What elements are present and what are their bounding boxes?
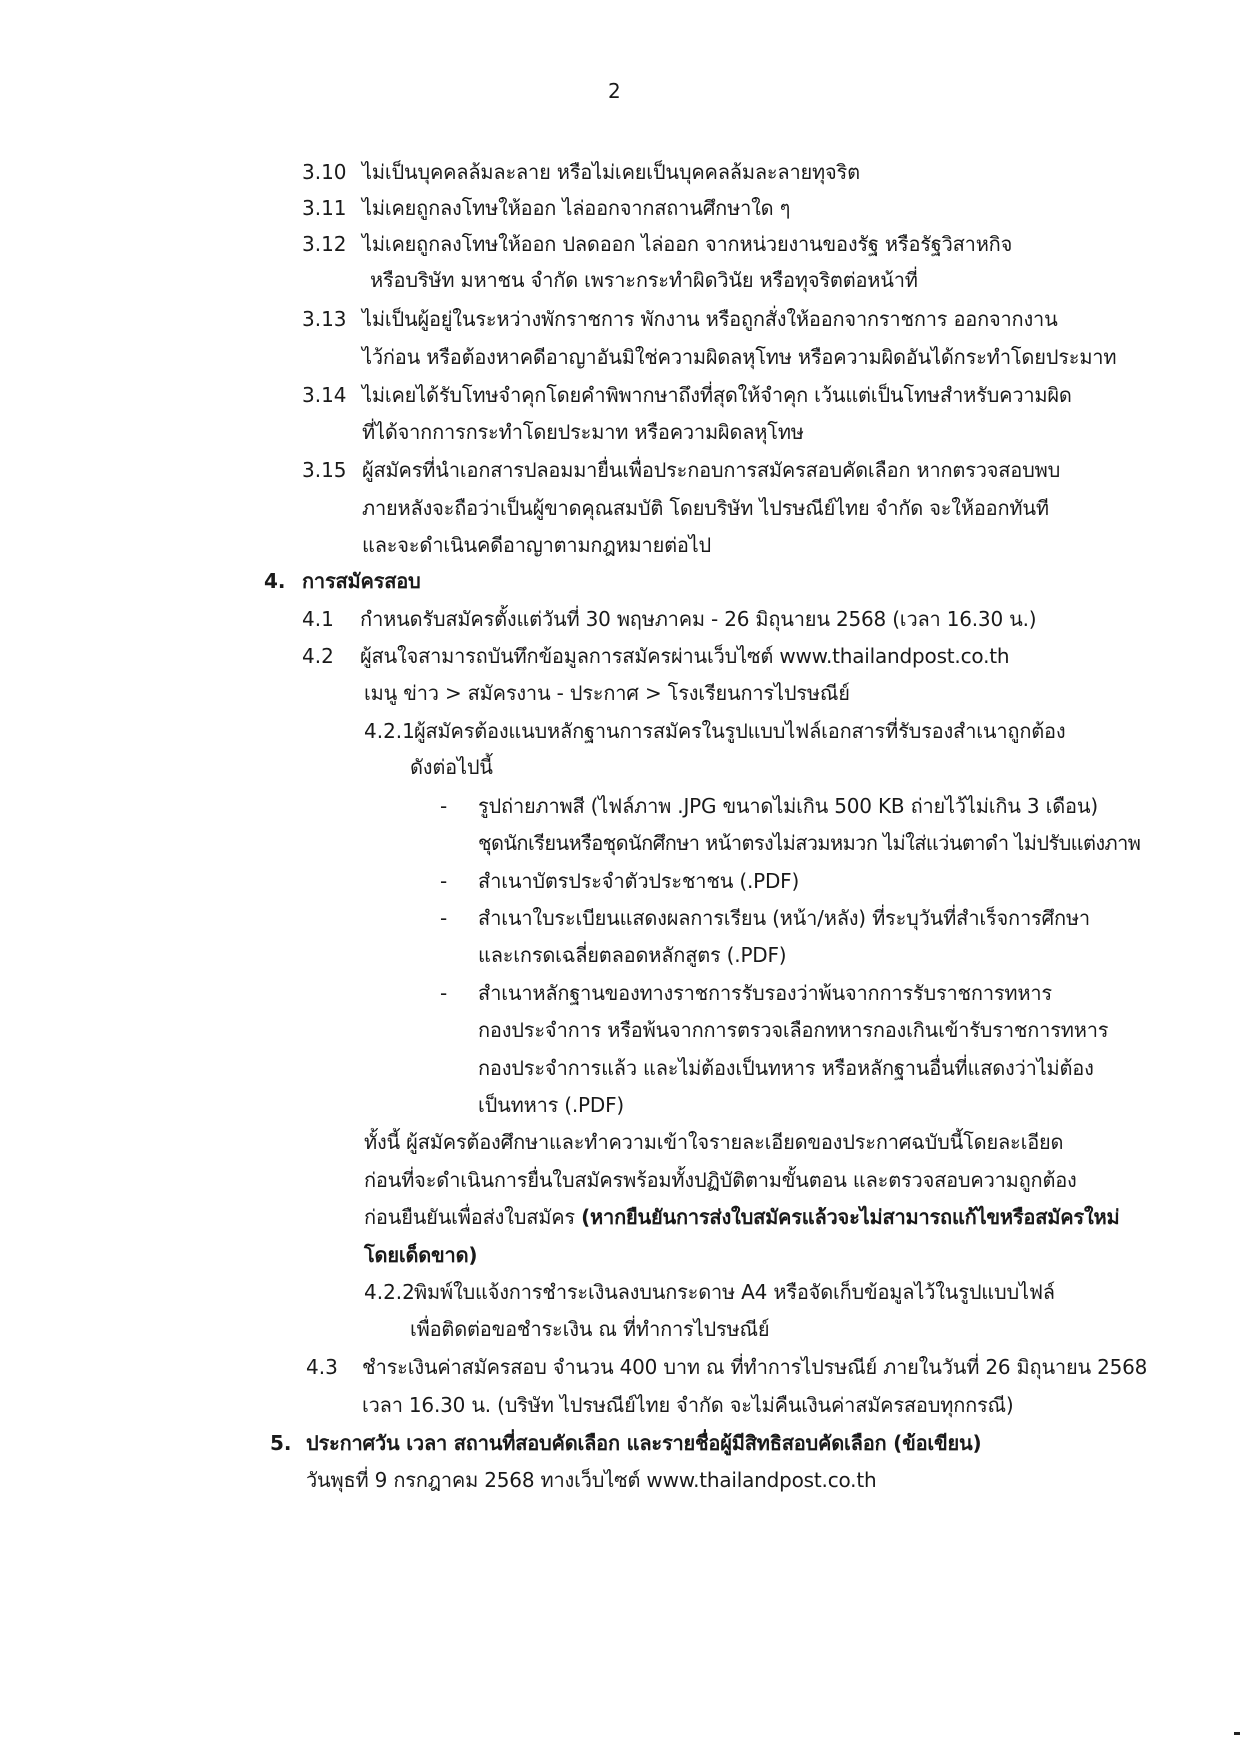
- bullet-text: เป็นทหาร (.PDF): [478, 1093, 625, 1117]
- note-text-line3: [364, 1202, 1119, 1232]
- item-text: หรือบริษัท มหาชน จำกัด เพราะกระทำผิดวินัย หรือทุจริตต่อหน้าที่: [370, 268, 918, 292]
- item-text: ผู้สมัครต้องแนบหลักฐานการสมัครในรูปแบบไฟล์เอกสารที่รับรองสำเนาถูกต้อง: [414, 719, 1066, 743]
- note-warning: โดยเด็ดขาด): [364, 1243, 478, 1267]
- item-text: เพื่อติดต่อขอชำระเงิน ณ ที่ทำการไปรษณีย์: [410, 1317, 770, 1341]
- item-number: 4.1: [302, 607, 334, 631]
- bullet-text: สำเนาหลักฐานของทางราชการรับรองว่าพ้นจากการรับราชการทหาร: [478, 981, 1052, 1005]
- bullet-dash: -: [440, 981, 448, 1005]
- item-number: 3.15: [302, 458, 347, 482]
- section-text: วันพุธที่ 9 กรกฎาคม 2568 ทางเว็บไซต์ www.thailandpost.co.th: [306, 1468, 877, 1492]
- item-number: 4.2.2: [364, 1280, 415, 1304]
- section-title: การสมัครสอบ: [302, 569, 421, 593]
- section-title: ประกาศวัน เวลา สถานที่สอบคัดเลือก และรายชื่อผู้มีสิทธิสอบคัดเลือก (ข้อเขียน): [306, 1431, 982, 1455]
- item-number: 3.11: [302, 196, 347, 220]
- item-number: 4.2.1: [364, 719, 415, 743]
- page-number: 2: [608, 79, 621, 103]
- item-text: เมนู ข่าว > สมัครงาน - ประกาศ > โรงเรียนการไปรษณีย์: [364, 681, 850, 705]
- bullet-text: กองประจำการ หรือพ้นจากการตรวจเลือกทหารกองเกินเข้ารับราชการทหาร: [478, 1018, 1109, 1042]
- item-text: และจะดำเนินคดีอาญาตามกฎหมายต่อไป: [362, 533, 712, 557]
- item-text: ชำระเงินค่าสมัครสอบ จำนวน 400 บาท ณ ที่ทำการไปรษณีย์ ภายในวันที่ 26 มิถุนายน 2568: [362, 1355, 1148, 1379]
- item-number: 4.2: [302, 644, 334, 668]
- bullet-dash: -: [440, 869, 448, 893]
- bullet-dash: -: [440, 906, 448, 930]
- item-text: ไว้ก่อน หรือต้องหาคดีอาญาอันมิใช่ความผิดลหุโทษ หรือความผิดอันได้กระทำโดยประมาท: [362, 345, 1117, 369]
- item-text: ดังต่อไปนี้: [410, 755, 493, 779]
- item-number: 3.10: [302, 160, 347, 184]
- item-text: ภายหลังจะถือว่าเป็นผู้ขาดคุณสมบัติ โดยบริษัท ไปรษณีย์ไทย จำกัด จะให้ออกทันที: [362, 496, 1049, 520]
- item-text: ไม่เป็นบุคคลล้มละลาย หรือไม่เคยเป็นบุคคลล้มละลายทุจริต: [362, 160, 860, 184]
- bullet-text: ชุดนักเรียนหรือชุดนักศึกษา หน้าตรงไม่สวมหมวก ไม่ใส่แว่นตาดำ ไม่ปรับแต่งภาพ: [478, 831, 1141, 855]
- bullet-text: และเกรดเฉลี่ยตลอดหลักสูตร (.PDF): [478, 943, 787, 967]
- note-text: ทั้งนี้ ผู้สมัครต้องศึกษาและทำความเข้าใจรายละเอียดของประกาศฉบับนี้โดยละเอียด: [364, 1130, 1064, 1154]
- bullet-text: สำเนาบัตรประจำตัวประชาชน (.PDF): [478, 869, 800, 893]
- item-number: 3.12: [302, 232, 347, 256]
- item-text: ผู้สมัครที่นำเอกสารปลอมมายื่นเพื่อประกอบการสมัครสอบคัดเลือก หากตรวจสอบพบ: [362, 458, 1061, 482]
- item-number: 3.13: [302, 307, 347, 331]
- item-text: ผู้สนใจสามารถบันทึกข้อมูลการสมัครผ่านเว็บไซต์ www.thailandpost.co.th: [360, 644, 1010, 668]
- item-text: ไม่เคยถูกลงโทษให้ออก ปลดออก ไล่ออก จากหน่วยงานของรัฐ หรือรัฐวิสาหกิจ: [362, 232, 1013, 256]
- item-number: 3.14: [302, 383, 347, 407]
- bullet-dash: -: [440, 794, 448, 818]
- note-text: ก่อนที่จะดำเนินการยื่นใบสมัครพร้อมทั้งปฏิบัติตามขั้นตอน และตรวจสอบความถูกต้อง: [364, 1168, 1077, 1192]
- item-text: ไม่เคยถูกลงโทษให้ออก ไล่ออกจากสถานศึกษาใด ๆ: [362, 196, 791, 220]
- bullet-text: รูปถ่ายภาพสี (ไฟล์ภาพ .JPG ขนาดไม่เกิน 500 KB ถ่ายไว้ไม่เกิน 3 เดือน): [478, 794, 1098, 818]
- item-text: ไม่เป็นผู้อยู่ในระหว่างพักราชการ พักงาน หรือถูกสั่งให้ออกจากราชการ ออกจากงาน: [362, 307, 1058, 331]
- bullet-text: สำเนาใบระเบียนแสดงผลการเรียน (หน้า/หลัง) ที่ระบุวันที่สำเร็จการศึกษา: [478, 906, 1090, 930]
- section-number: 4.: [264, 569, 286, 593]
- note-text: ก่อนยืนยันเพื่อส่งใบสมัคร: [364, 1205, 582, 1229]
- scan-edge-mark: [1234, 1732, 1240, 1735]
- bullet-text: กองประจำการแล้ว และไม่ต้องเป็นทหาร หรือหลักฐานอื่นที่แสดงว่าไม่ต้อง: [478, 1056, 1094, 1080]
- item-text: ที่ได้จากการกระทำโดยประมาท หรือความผิดลหุโทษ: [362, 420, 804, 444]
- item-text: เวลา 16.30 น. (บริษัท ไปรษณีย์ไทย จำกัด จะไม่คืนเงินค่าสมัครสอบทุกกรณี): [362, 1393, 1014, 1417]
- item-text: กำหนดรับสมัครตั้งแต่วันที่ 30 พฤษภาคม - 26 มิถุนายน 2568 (เวลา 16.30 น.): [360, 607, 1037, 631]
- item-number: 4.3: [306, 1355, 338, 1379]
- note-warning: (หากยืนยันการส่งใบสมัครแล้วจะไม่สามารถแก้ไขหรือสมัครใหม่: [581, 1205, 1120, 1229]
- item-text: ไม่เคยได้รับโทษจำคุกโดยคำพิพากษาถึงที่สุดให้จำคุก เว้นแต่เป็นโทษสำหรับความผิด: [362, 383, 1072, 407]
- item-text: พิมพ์ใบแจ้งการชำระเงินลงบนกระดาษ A4 หรือจัดเก็บข้อมูลไว้ในรูปแบบไฟล์: [414, 1280, 1055, 1304]
- section-number: 5.: [270, 1431, 292, 1455]
